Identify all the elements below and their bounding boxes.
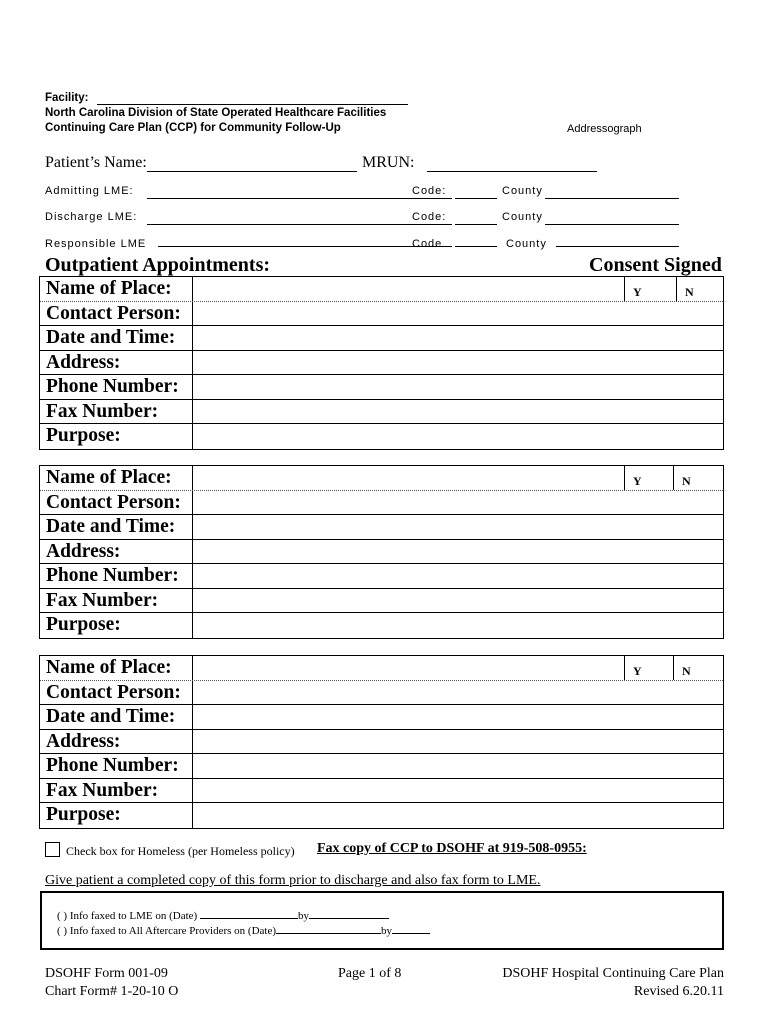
consent-yes-label: Y [633,664,642,678]
chart-form-number: Chart Form# 1-20-10 O [45,984,179,999]
name-of-place-label: Name of Place: [46,657,172,678]
revised-date: Revised 6.20.11 [633,984,724,999]
address-field[interactable] [193,540,723,564]
document-title: DSOHF Hospital Continuing Care Plan [502,966,724,981]
patient-name-label: Patient’s Name: [45,154,147,171]
fax-lme-text: ( ) Info faxed to LME on (Date) [57,910,198,922]
fax-number-field[interactable] [193,589,723,613]
contact-person-row [40,491,723,516]
consent-yes-label: Y [633,474,642,488]
fax-number-row [40,779,723,804]
discharge-county-field[interactable] [545,224,679,225]
admitting-lme-label: Admitting LME: [45,185,134,197]
facility-field[interactable] [97,104,408,105]
admitting-county-field[interactable] [545,198,679,199]
phone-number-field[interactable] [193,754,723,778]
fax-number-field[interactable] [193,779,723,803]
date-and-time-row [40,326,723,351]
footer-right [502,965,724,1001]
responsible-lme-row [45,238,685,254]
consent-no-label: N [682,664,691,678]
fax-ccp-note: Fax copy of CCP to DSOHF at 919-508-0955: [317,841,587,856]
date-and-time-label: Date and Time: [46,706,176,727]
phone-number-row [40,375,723,400]
date-and-time-row [40,705,723,730]
discharge-county-label: County [502,211,543,223]
purpose-label: Purpose: [46,614,121,635]
phone-number-row [40,564,723,589]
fax-providers-by-field[interactable] [392,933,430,934]
fax-number-label: Fax Number: [46,589,159,611]
purpose-field[interactable] [193,613,723,638]
fax-lme-date-field[interactable] [200,918,298,919]
address-row [40,540,723,565]
name-of-place-label: Name of Place: [46,278,172,299]
contact-person-field[interactable] [193,302,723,326]
plan-title: Continuing Care Plan (CCP) for Community Follow-Up [45,122,341,134]
facility-label: Facility: [45,92,89,104]
homeless-checkbox[interactable] [45,842,60,857]
footer-left [45,965,178,1001]
discharge-lme-field[interactable] [147,224,452,225]
phone-number-label: Phone Number: [46,565,179,586]
date-and-time-field[interactable] [193,705,723,729]
fax-providers-text: ( ) Info faxed to All Aftercare Providers on (Date) [57,925,277,937]
responsible-lme-field[interactable] [158,246,452,247]
appointment-block-2 [39,465,724,639]
patient-name-field[interactable] [147,171,357,172]
phone-number-label: Phone Number: [46,376,179,397]
consent-no-checkbox[interactable] [673,466,723,490]
admitting-lme-row [45,185,685,201]
fax-number-field[interactable] [193,400,723,424]
consent-yes-checkbox[interactable] [624,656,674,680]
name-of-place-row [40,466,723,491]
mrun-field[interactable] [427,171,597,172]
date-and-time-field[interactable] [193,515,723,539]
address-field[interactable] [193,351,723,375]
consent-signed-title: Consent Signed [589,254,722,276]
discharge-lme-row [45,211,685,227]
discharge-instruction: Give patient a completed copy of this form prior to discharge and also fax form to LME. [45,873,541,888]
address-field[interactable] [193,730,723,754]
consent-no-checkbox[interactable] [676,277,723,301]
appointment-block-1 [39,276,724,450]
address-label: Address: [46,351,121,373]
mrun-label: MRUN: [362,154,415,171]
purpose-label: Purpose: [46,804,121,825]
address-label: Address: [46,540,121,562]
fax-log-providers-line [57,925,430,937]
contact-person-row [40,681,723,706]
name-of-place-row [40,277,723,302]
consent-yes-label: Y [633,285,642,299]
admitting-lme-field[interactable] [147,198,452,199]
outpatient-appointments-title: Outpatient Appointments: [45,254,271,276]
fax-providers-date-field[interactable] [276,933,381,934]
contact-person-label: Contact Person: [46,491,181,513]
name-of-place-row [40,656,723,681]
phone-number-row [40,754,723,779]
date-and-time-field[interactable] [193,326,723,350]
form-number: DSOHF Form 001-09 [45,966,168,981]
responsible-code-label: Code [412,238,443,250]
name-of-place-field[interactable] [193,277,628,301]
consent-no-checkbox[interactable] [673,656,723,680]
admitting-code-field[interactable] [455,198,497,199]
phone-number-field[interactable] [193,375,723,399]
purpose-row [40,613,723,638]
purpose-field[interactable] [193,424,723,449]
responsible-county-field[interactable] [556,246,679,247]
phone-number-field[interactable] [193,564,723,588]
address-label: Address: [46,730,121,752]
fax-log-box [40,891,724,950]
responsible-lme-label: Responsible LME [45,238,147,250]
fax-number-label: Fax Number: [46,779,159,801]
purpose-field[interactable] [193,803,723,828]
admitting-county-label: County [502,185,543,197]
discharge-lme-label: Discharge LME: [45,211,138,223]
consent-yes-checkbox[interactable] [624,277,677,301]
fax-providers-by: by [381,925,393,937]
contact-person-row [40,302,723,327]
contact-person-field[interactable] [193,681,723,705]
address-row [40,351,723,376]
purpose-row [40,424,723,449]
division-name: North Carolina Division of State Operated Healthcare Facilities [45,107,387,119]
name-of-place-field[interactable] [193,656,628,680]
fax-lme-by: by [297,910,309,922]
fax-log-lme-line [57,910,389,922]
fax-number-label: Fax Number: [46,400,159,422]
purpose-label: Purpose: [46,425,121,446]
discharge-code-field[interactable] [455,224,497,225]
name-of-place-field[interactable] [193,466,628,490]
fax-lme-by-field[interactable] [309,918,389,919]
address-row [40,730,723,755]
responsible-code-field[interactable] [455,246,497,247]
discharge-code-label: Code: [412,211,447,223]
contact-person-label: Contact Person: [46,681,181,703]
page-number: Page 1 of 8 [338,966,402,981]
fax-number-row [40,400,723,425]
addressograph-label: Addressograph [567,123,642,135]
admitting-code-label: Code: [412,185,447,197]
consent-no-label: N [682,474,691,488]
appointment-block-3 [39,655,724,829]
purpose-row [40,803,723,828]
phone-number-label: Phone Number: [46,755,179,776]
consent-no-label: N [685,285,694,299]
contact-person-field[interactable] [193,491,723,515]
consent-yes-checkbox[interactable] [624,466,674,490]
fax-number-row [40,589,723,614]
date-and-time-row [40,515,723,540]
homeless-checkbox-label: Check box for Homeless (per Homeless policy) [66,844,295,858]
responsible-county-label: County [506,238,547,250]
name-of-place-label: Name of Place: [46,467,172,488]
date-and-time-label: Date and Time: [46,516,176,537]
date-and-time-label: Date and Time: [46,327,176,348]
contact-person-label: Contact Person: [46,302,181,324]
